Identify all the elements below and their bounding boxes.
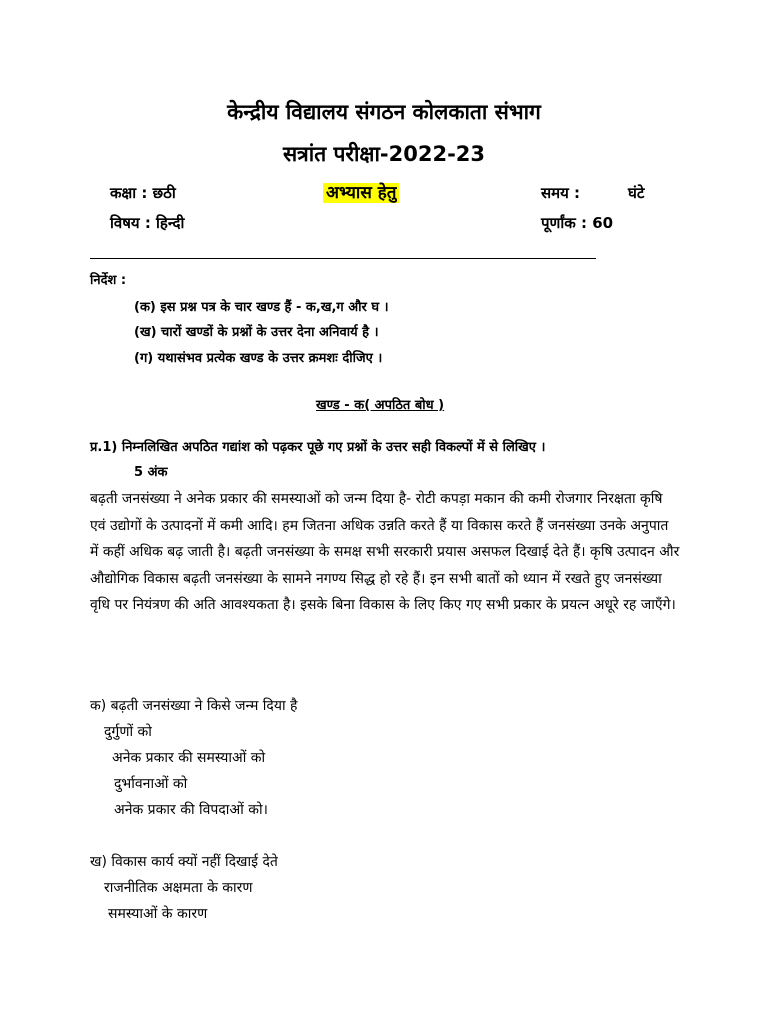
option-a1: दुर्गुणों को — [104, 724, 152, 740]
time-value: घंटे — [628, 184, 645, 202]
instruction-item: (ख) चारों खण्डों के प्रश्नों के उत्तर देना अनिवार्य है । — [134, 325, 379, 340]
time-label: समय : — [541, 184, 581, 202]
option-b1: राजनीतिक अक्षमता के कारण — [104, 880, 253, 896]
passage-text: बढ़ती जनसंख्या ने अनेक प्रकार की समस्याओं को जन्म दिया है- रोटी कपड़ा मकान की कमी रोजगार निरक्षता कृषि एवं उद्योगों के उत्पादनों में कमी आदि। हम जितना अधिक उन्नति करते हैं या विकास करते हैं जनसंख्या उनके अनुपात में कहीं अधिक बढ़ जाती है। बढ़ती जनसंख्या के समक्ष सभी सरकारी प्रयास असफल दिखाई देते हैं। कृषि उत्पादन और औद्योगिक विकास बढ़ती जनसंख्या के सामने नगण्य सिद्ध हो रहे हैं। इन सभी बातों को ध्यान में रखते हुए जनसंख्या वृधि पर नियंत्रण की अति आवश्यकता है। इसके बिना विकास के लिए किए गए सभी प्रकार के प्रयत्न अधूरे रह जाएँगे। — [90, 491, 680, 613]
header-divider — [90, 258, 596, 259]
option-a4: अनेक प्रकार की विपदाओं को। — [114, 802, 268, 818]
organization-title: केन्द्रीय विद्यालय संगठन कोलकाता संभाग — [227, 100, 541, 124]
option-a2: अनेक प्रकार की समस्याओं को — [112, 750, 266, 766]
instruction-item: (ग) यथासंभव प्रत्येक खण्ड के उत्तर क्रमशः दीजिए । — [134, 351, 383, 366]
subject-label: विषय : हिन्दी — [110, 214, 185, 232]
section-heading: खण्ड - क( अपठित बोध ) — [316, 398, 445, 413]
class-label: कक्षा : छठी — [110, 184, 176, 202]
option-a3: दुर्भावनाओं को — [114, 776, 188, 792]
sub-question-a: क) बढ़ती जनसंख्या ने किसे जन्म दिया है — [90, 698, 298, 714]
question-1-marks: 5 अंक — [134, 465, 168, 480]
sub-question-b: ख) विकास कार्य क्यों नहीं दिखाई देते — [90, 854, 278, 870]
question-1-text: प्र.1) निम्नलिखित अपठित गद्यांश को पढ़कर पूछे गए प्रश्नों के उत्तर सही विकल्पों में से लिखिए । — [90, 440, 546, 455]
practice-label: अभ्यास हेतु — [323, 183, 399, 203]
option-b2: समस्याओं के कारण — [108, 906, 208, 922]
max-marks-label: पूर्णांक : 60 — [541, 214, 614, 232]
exam-title: सत्रांत परीक्षा-2022-23 — [282, 142, 486, 166]
passage — [90, 486, 680, 619]
instructions-heading: निर्देश : — [90, 273, 127, 288]
instruction-item: (क) इस प्रश्न पत्र के चार खण्ड हैं - क,ख,ग और घ । — [134, 300, 389, 315]
practice-badge — [323, 180, 399, 203]
